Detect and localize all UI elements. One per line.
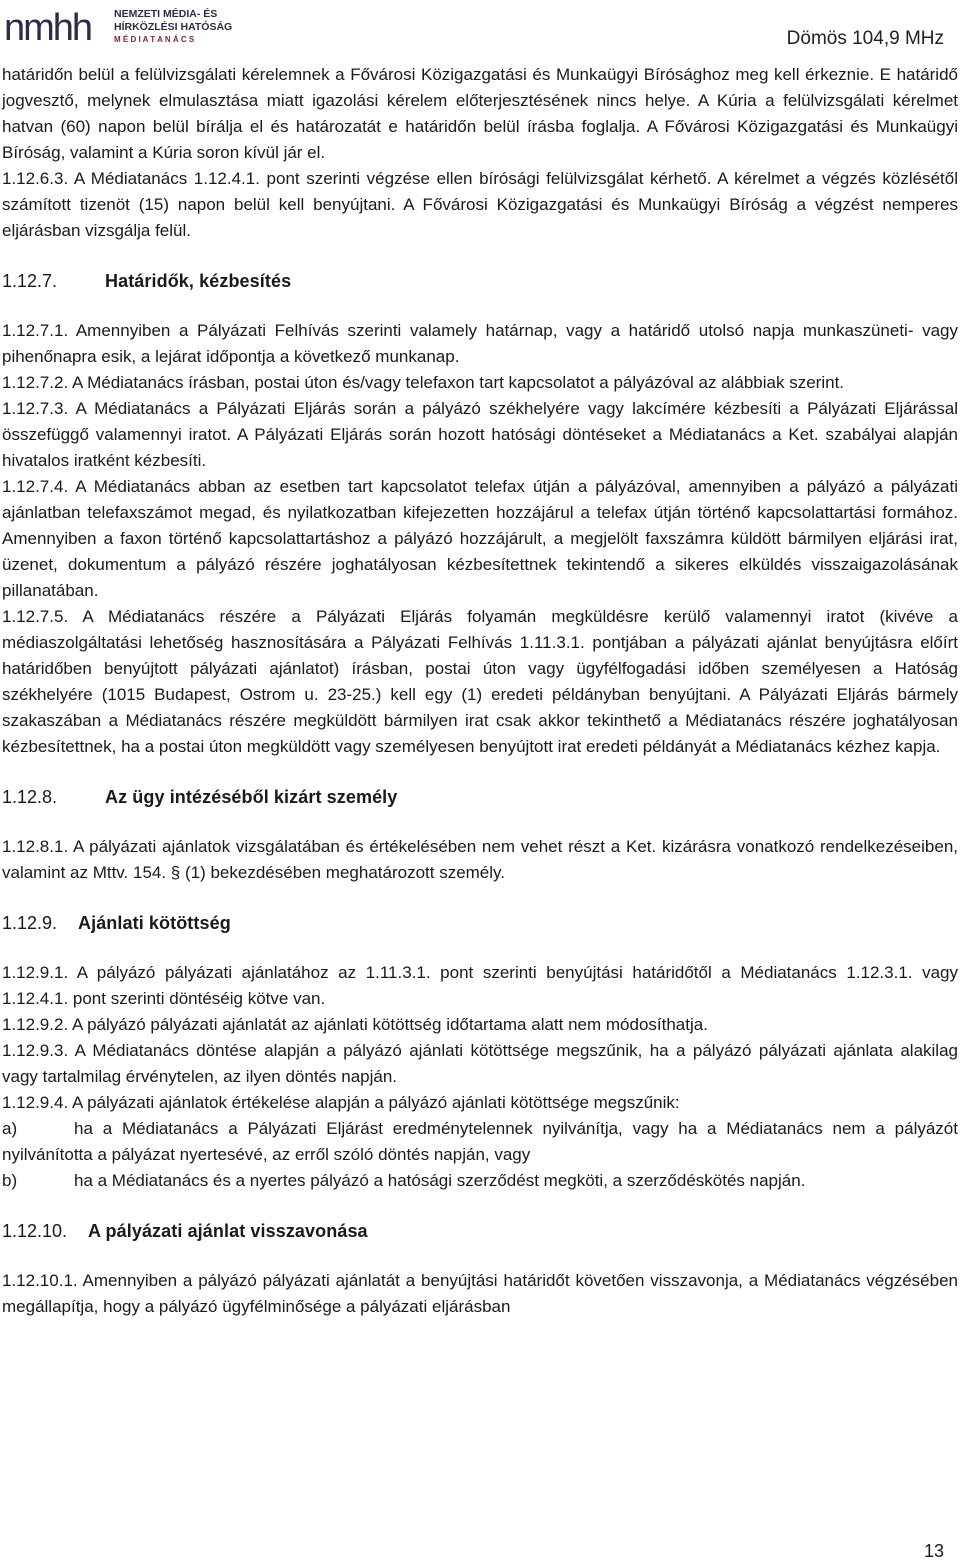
paragraph: 1.12.7.3. A Médiatanács a Pályázati Eljárás során a pályázó székhelyére vagy lakcímére kézbesíti a Pályázati Eljárással összefüggő valamennyi iratot. A Pályázati Eljárás során hozott hatósági döntéseket a Médiatanács a Ket. szabályai alapján hivatalos iratként kézbesíti. (2, 399, 958, 470)
paragraph: 1.12.7.5. A Médiatanács részére a Pályázati Eljárás folyamán megküldésre kerülő valamennyi iratot (kivéve a médiaszolgáltatási lehetőség hasznosítására a Pályázati Felhívás 1.11.3.1. pontjában a pályázati ajánlat benyújtásra előírt határidőben benyújtott pályázati ajánlatot) írásban, postai úton vagy ügyfélfogadási időben személyesen a Hatóság székhelyére (1015 Budapest, Ostrom u. 23-25.) kell egy (1) eredeti példányban benyújtani. A Pályázati Eljárás bármely szakaszában a Médiatanács részére megküldött bármilyen irat csak akkor tekinthető a Médiatanács részére joghatályosan kézbesítettnek, ha a postai úton megküldött vagy személyesen benyújtott irat eredeti példányát a Médiatanács kézhez kapja. (2, 607, 958, 756)
section-number: 1.12.8. (2, 787, 58, 807)
document-body (2, 62, 958, 1320)
paragraph: 1.12.10.1. Amennyiben a pályázó pályázati ajánlatát a benyújtási határidőt követően visszavonja, a Médiatanács végzésében megállapítja, hogy a pályázó ügyfélminősége a pályázati eljárásban (2, 1271, 958, 1316)
page-number: 13 (923, 1541, 944, 1561)
logo-mark: nmhh (4, 7, 92, 46)
section-title: Ajánlati kötöttség (78, 913, 231, 933)
list-item-label: b) (2, 1171, 18, 1190)
logo-line-1: NEMZETI MÉDIA- ÉS (114, 8, 218, 20)
paragraph: 1.12.8.1. A pályázati ajánlatok vizsgálatában és értékelésében nem vehet részt a Ket. kizárásra vonatkozó rendelkezéseiben, valamint az Mttv. 154. § (1) bekezdésében meghatározott személy. (2, 837, 958, 882)
section-heading (2, 1218, 958, 1244)
logo-line-2: HÍRKÖZLÉSI HATÓSÁG (114, 21, 233, 33)
paragraph: 1.12.7.2. A Médiatanács írásban, postai úton és/vagy telefaxon tart kapcsolatot a pályázóval az alábbiak szerint. (2, 373, 845, 392)
section-number: 1.12.10. (2, 1221, 68, 1241)
section-number: 1.12.7. (2, 271, 58, 291)
list-item-label: a) (2, 1119, 18, 1138)
paragraph: határidőn belül a felülvizsgálati kérelemnek a Fővárosi Közigazgatási és Munkaügyi Bírósághoz meg kell érkeznie. E határidő jogvesztő, melynek elmulasztása miatt igazolási kérelem előterjesztésének nincs helye. A Kúria a felülvizsgálati kérelmet hatvan (60) napon belül bírálja el és határozatát e határidőn belül írásba foglalja. A Fővárosi Közigazgatási és Munkaügyi Bíróság, valamint a Kúria soron kívül jár el. (2, 65, 958, 162)
section-title: Az ügy intézéséből kizárt személy (105, 787, 398, 807)
list-item-text: ha a Médiatanács és a nyertes pályázó a hatósági szerződést megköti, a szerződéskötés napján. (74, 1171, 806, 1190)
list-item (2, 1168, 958, 1194)
paragraph: 1.12.6.3. A Médiatanács 1.12.4.1. pont szerinti végzése ellen bírósági felülvizsgálat kérhető. A kérelmet a végzés közlésétől számított tizenöt (15) napon belül kell benyújtani. A Fővárosi Közigazgatási és Munkaügyi Bíróság a végzést nemperes eljárásban vizsgálja felül. (2, 169, 958, 240)
logo-line-3: M É D I A T A N Á C S (114, 35, 195, 44)
section-heading (2, 268, 958, 294)
header-frequency: Dömös 104,9 MHz (786, 28, 944, 49)
section-title: A pályázati ajánlat visszavonása (88, 1221, 368, 1241)
paragraph: 1.12.9.1. A pályázó pályázati ajánlatához az 1.11.3.1. pont szerinti benyújtási határidőtől a Médiatanács 1.12.3.1. vagy 1.12.4.1. pont szerinti döntéséig kötve van. (2, 963, 958, 1008)
section-number: 1.12.9. (2, 913, 58, 933)
list-item (2, 1116, 958, 1168)
paragraph: 1.12.9.2. A pályázó pályázati ajánlatát az ajánlati kötöttség időtartama alatt nem módosíthatja. (2, 1015, 708, 1034)
nmhh-logo (4, 4, 244, 46)
paragraph: 1.12.9.3. A Médiatanács döntése alapján a pályázó ajánlati kötöttsége megszűnik, ha a pályázó pályázati ajánlata alakilag vagy tartalmilag érvénytelen, az ilyen döntés napján. (2, 1041, 958, 1086)
section-heading (2, 784, 958, 810)
page-header (0, 0, 960, 52)
list-item-text: ha a Médiatanács a Pályázati Eljárást eredménytelennek nyilvánítja, vagy ha a Médiatanács nem a pályázót nyilvánította a pályázat nyertesévé, az erről szóló döntés napján, vagy (2, 1119, 958, 1164)
section-heading (2, 910, 958, 936)
paragraph: 1.12.7.1. Amennyiben a Pályázati Felhívás szerinti valamely határnap, vagy a határidő utolsó napja munkaszüneti- vagy pihenőnapra esik, a lejárat időpontja a következő munkanap. (2, 321, 958, 366)
section-title: Határidők, kézbesítés (105, 271, 292, 291)
paragraph: 1.12.9.4. A pályázati ajánlatok értékelése alapján a pályázó ajánlati kötöttsége megszűnik: (2, 1093, 680, 1112)
paragraph: 1.12.7.4. A Médiatanács abban az esetben tart kapcsolatot telefax útján a pályázóval, amennyiben a pályázó a pályázati ajánlatban telefaxszámot megad, és nyilatkozatban kifejezetten hozzájárul a telefax útján történő kapcsolattartási formához. Amennyiben a faxon történő kapcsolattartáshoz a pályázó hozzájárult, a megjelölt faxszámra küldött bármilyen eljárási irat, üzenet, dokumentum a pályázó részére joghatályosan kézbesítettnek tekintendő a sikeres elküldés visszaigazolásának pillanatában. (2, 477, 958, 600)
